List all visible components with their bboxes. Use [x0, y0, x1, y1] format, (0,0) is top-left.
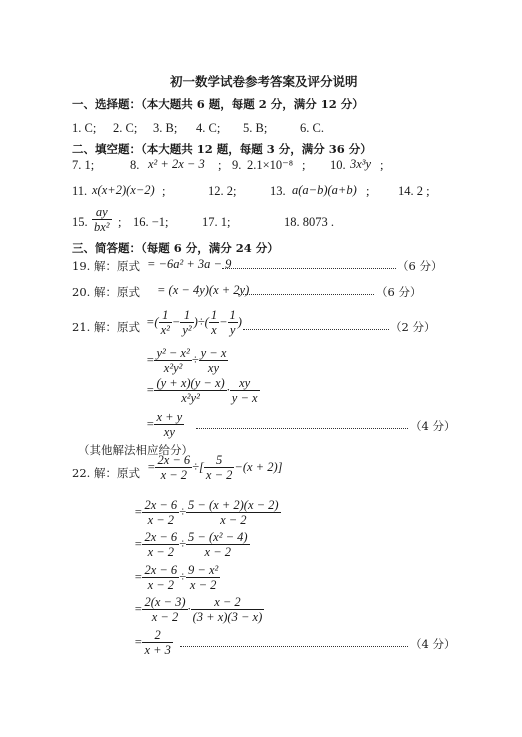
q19-score: （6 分）	[397, 259, 443, 273]
q22-line-4: = $\frac{2x - 6}{x - 2}$ ÷ $\frac{\text{9 − x²}}{x - 2}$	[134, 563, 219, 593]
answer-14: 14. 2 ;	[398, 184, 430, 198]
q13-answer: a(a−b)(a+b)	[292, 183, 357, 197]
q22-line-5: = $\frac{2(x - 3)}{x - 2}$ · $\frac{x - 2}{(3 + x)(3 - x)}$	[134, 595, 263, 625]
q22-label: 22. 解：原式	[72, 466, 140, 480]
q21-label: 21. 解：原式	[72, 320, 140, 334]
q9-number: 9.	[232, 158, 242, 172]
q21-line-2: = $\frac{\text{y² − x²}}{\text{x²y²}}$ ÷ $\frac{y - x}{xy}$	[146, 346, 227, 376]
q22-line-3: = $\frac{2x - 6}{x - 2}$ ÷ $\frac{\text{5 − (x² − 4)}}{x - 2}$	[134, 530, 248, 560]
q13-number: 13.	[270, 184, 286, 198]
q20-score: （6 分）	[376, 285, 422, 299]
q22-line-2: = $\frac{2x - 6}{x - 2}$ ÷ $\frac{5 - (x + 2)(x - 2)}{x - 2}$	[134, 498, 279, 528]
q20-expression: = (x − 4y)(x + 2y)	[157, 283, 250, 297]
q21-score-a: （2 分）	[390, 320, 436, 334]
answer-6: 6. C.	[300, 121, 324, 135]
q9-answer: 2.1×10⁻⁸	[247, 158, 294, 172]
q11-answer: x(x+2)(x−2)	[92, 183, 155, 197]
answer-18: 18. 8073 .	[284, 215, 334, 229]
answer-17: 17. 1;	[202, 215, 231, 229]
q22-line-1: = $\frac{2x - 6}{x - 2}$ ÷[ $\frac{5}{x - 2}$ −(x + 2)]	[147, 453, 283, 483]
q8-number: 8.	[130, 158, 140, 172]
answer-1: 1. C;	[72, 121, 97, 135]
page-title: 初一数学试卷参考答案及评分说明	[170, 74, 358, 89]
section-3-heading: 三、简答题：（每题 6 分，满分 24 分）	[72, 241, 279, 255]
answer-12: 12. 2;	[208, 184, 237, 198]
section-2-heading: 二、填空题：（本大题共 12 题，每题 3 分，满分 36 分）	[72, 142, 372, 156]
q21-line-1: =( $\frac{1}{\text{x²}}$ − $\frac{1}{\text{y²}}$ )÷( $\frac{1}{x}$ − $\frac{1}{y}$ )	[146, 308, 242, 338]
alternative-solutions-note: （其他解法相应给分）	[78, 443, 193, 457]
answer-16: 16. −1;	[133, 215, 169, 229]
q15-numerator: ay	[92, 205, 112, 220]
q20-label: 20. 解：原式	[72, 285, 140, 299]
answer-3: 3. B;	[153, 121, 178, 135]
answer-4: 4. C;	[196, 121, 221, 135]
answer-7: 7. 1;	[72, 158, 95, 172]
q21-line-4: = $\frac{x + y}{xy}$	[146, 410, 183, 440]
answer-5: 5. B;	[243, 121, 268, 135]
q15-answer	[92, 205, 112, 235]
q19-expression: = −6a² + 3a − 9	[147, 257, 232, 271]
answer-2: 2. C;	[113, 121, 138, 135]
section-1-heading: 一、选择题：（本大题共 6 题，每题 2 分，满分 12 分）	[72, 97, 364, 111]
q19-label: 19. 解：原式	[72, 259, 140, 273]
q10-number: 10.	[330, 158, 346, 172]
q11-number: 11.	[72, 184, 88, 198]
q10-answer: 3x³y	[350, 157, 372, 171]
q22-line-6: = $\frac{2}{x + 3}$	[134, 628, 171, 658]
q15-denominator: bx²	[94, 220, 110, 235]
q8-answer: x² + 2x − 3	[148, 157, 205, 171]
q22-score: （4 分）	[410, 637, 456, 651]
q21-line-3: = $\frac{(y + x)(y - x)}{\text{x²y²}}$ · $\frac{xy}{y - x}$	[146, 376, 258, 406]
q21-score-b: （4 分）	[410, 419, 456, 433]
q15-number: 15.	[72, 215, 88, 229]
